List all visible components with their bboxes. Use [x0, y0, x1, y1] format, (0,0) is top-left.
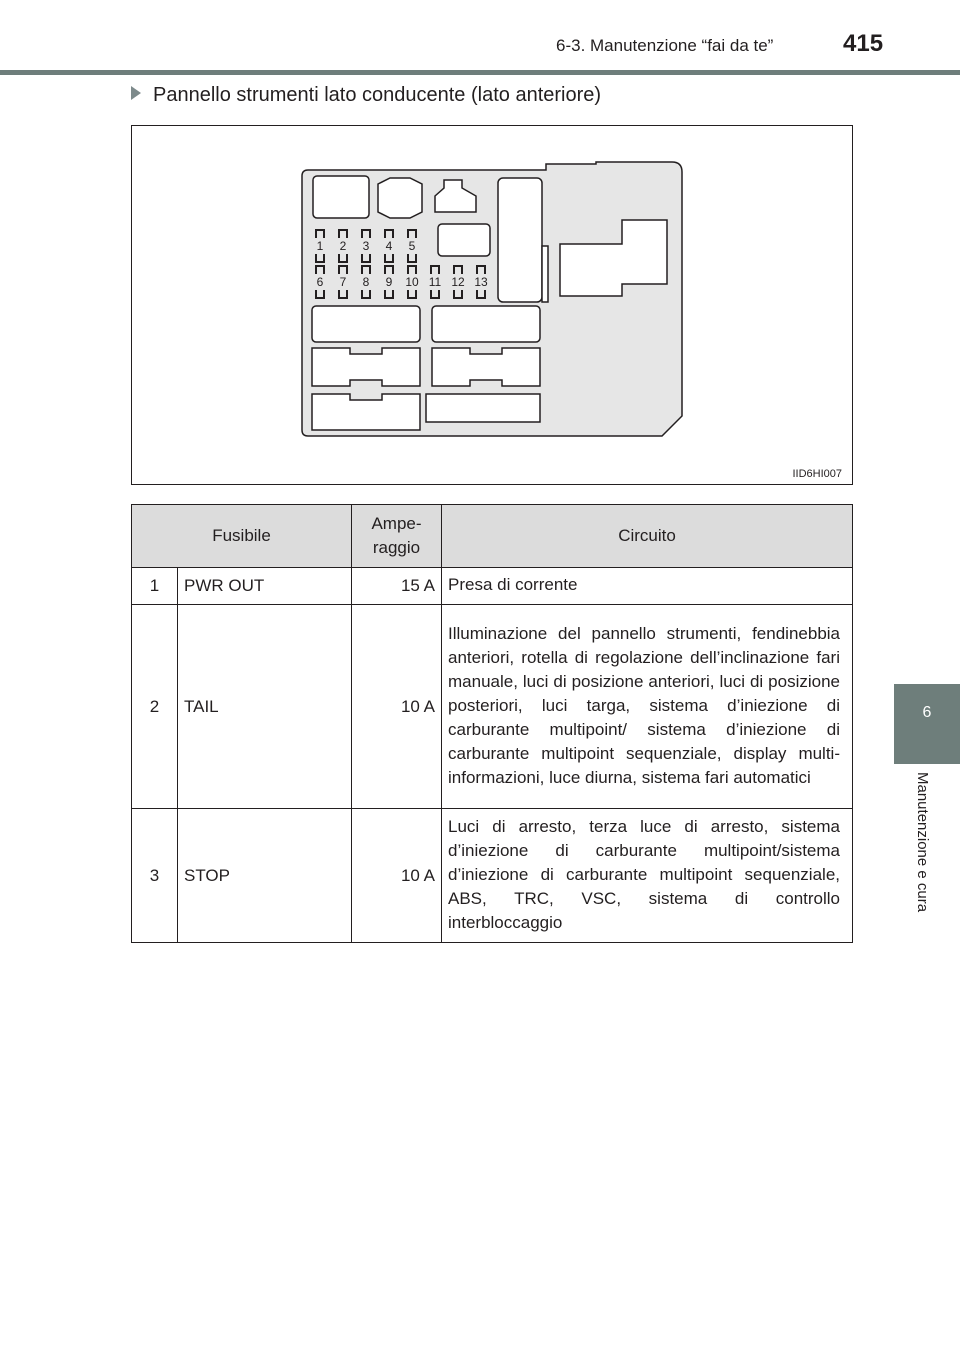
fuse-number: 3 [132, 809, 178, 943]
fuse-name: PWR OUT [178, 568, 352, 605]
fuse-label-8: 8 [362, 275, 370, 289]
fuse-label-6: 6 [316, 275, 324, 289]
fuse-box-drawing [132, 126, 852, 484]
fuse-number: 1 [132, 568, 178, 605]
fuse-number: 2 [132, 605, 178, 809]
fuse-label-5: 5 [408, 239, 416, 253]
table-row [132, 568, 853, 605]
fuse-circuit: Illuminazione del pannello strumenti, fendinebbia anteriori, rotella di regolazione dell’inclinazione fari manuale, luci di posizione anteriori, luci di posizione posteriori, luci targa, sistema d’iniezione di carburante multipoint/ sistema d’iniezione di carburante multipoint sequenziale, display multi-informazioni, luce diurna, sistema fari automatici [442, 605, 853, 809]
fuse-label-11: 11 [428, 275, 442, 289]
section-title: 6-3. Manutenzione “fai da te” [556, 36, 774, 55]
fuse-ampere: 10 A [352, 809, 442, 943]
header-ampere: Ampe- raggio [352, 505, 442, 568]
table-row [132, 605, 853, 809]
subheading [131, 84, 601, 107]
table-header-row [132, 505, 853, 568]
fuse-name: TAIL [178, 605, 352, 809]
header-rule [0, 70, 960, 75]
fuse-label-3: 3 [362, 239, 370, 253]
fuse-table [131, 504, 853, 943]
triangle-bullet-icon [131, 86, 141, 100]
page-number: 415 [843, 30, 884, 57]
fuse-label-13: 13 [474, 275, 488, 289]
chapter-tab [894, 684, 960, 764]
table-row [132, 809, 853, 943]
fuse-box-diagram [131, 125, 853, 485]
fuse-label-10: 10 [405, 275, 419, 289]
chapter-label: Manutenzione e cura [914, 772, 931, 913]
fuse-name: STOP [178, 809, 352, 943]
fuse-circuit: Luci di arresto, terza luce di arresto, sistema d’iniezione di carburante multipoint/sistema d’iniezione di carburante multipoint sequenziale, ABS, TRC, VSC, sistema di controllo interbloccaggio [442, 809, 853, 943]
header-circuit: Circuito [442, 505, 853, 568]
fuse-label-2: 2 [339, 239, 347, 253]
header-fuse: Fusibile [132, 505, 352, 568]
fuse-ampere: 10 A [352, 605, 442, 809]
fuse-label-1: 1 [316, 239, 324, 253]
fuse-label-7: 7 [339, 275, 347, 289]
fuse-circuit: Presa di corrente [442, 568, 853, 605]
figure-code: IID6HI007 [792, 468, 842, 480]
fuse-label-4: 4 [385, 239, 393, 253]
chapter-number: 6 [922, 704, 932, 721]
fuse-label-12: 12 [451, 275, 465, 289]
fuse-label-9: 9 [385, 275, 393, 289]
subheading-text: Pannello strumenti lato conducente (lato anteriore) [153, 84, 602, 106]
fuse-ampere: 15 A [352, 568, 442, 605]
